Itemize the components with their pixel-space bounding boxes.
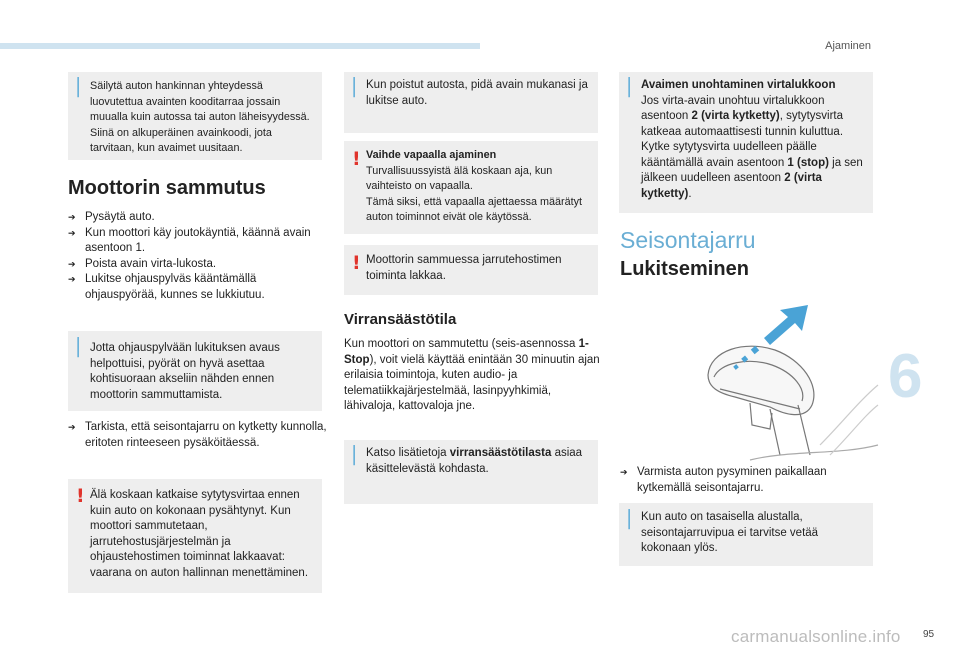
parking-step bbox=[68, 420, 328, 451]
info-text: Kun auto on tasaisella alustalla, seisontajarruvipua ei tarvitse vetää kokonaan ylös. bbox=[641, 511, 819, 554]
info-box-key-forgotten bbox=[619, 72, 873, 213]
text: Katso lisätietoja bbox=[366, 447, 450, 459]
warning-title: Vaihde vapaalla ajaminen bbox=[366, 149, 497, 161]
heading-engine-off: Moottorin sammutus bbox=[68, 177, 266, 199]
parking-brake-step bbox=[620, 465, 870, 496]
info-text bbox=[366, 446, 591, 477]
info-box-keys bbox=[68, 72, 322, 160]
handbrake-illustration bbox=[690, 305, 880, 465]
text-bold: virransäästötilasta bbox=[449, 447, 552, 459]
warning-box-brake bbox=[344, 245, 598, 295]
header-bar bbox=[0, 43, 480, 49]
watermark: carmanualsonline.info bbox=[731, 627, 901, 646]
warning-icon: ! bbox=[352, 252, 361, 274]
list-item: ➔ Kun moottori käy joutokäyntiä, käännä avain asentoon 1. bbox=[68, 226, 326, 257]
text: . bbox=[688, 187, 692, 200]
info-icon: │ bbox=[349, 78, 360, 98]
info-text bbox=[641, 78, 869, 202]
warning-box-ignition bbox=[68, 479, 322, 593]
economy-paragraph bbox=[344, 337, 604, 415]
info-box-more bbox=[344, 440, 598, 504]
section-title: Ajaminen bbox=[825, 40, 871, 52]
text-bold: 2 (virta kytketty) bbox=[641, 172, 822, 200]
warning-icon: ! bbox=[76, 485, 85, 507]
text: ), voit vielä käyttää enintään 30 minuutin ajan erilaisia toimintoja, kuten audio- ja telematiikkajärjestelmää, lasinpyyhkimiä, lähivaloja, kattovaloja jne. bbox=[344, 353, 600, 412]
info-text: Kun poistut autosta, pidä avain mukanasi ja lukitse auto. bbox=[366, 79, 588, 107]
heading-economy: Virransäästötila bbox=[344, 311, 457, 328]
section-parking-brake: Seisontajarru bbox=[620, 227, 756, 253]
info-box-steering bbox=[68, 331, 322, 411]
list-item: ➔ Tarkista, että seisontajarru on kytketty kunnolla, eritoten rinteeseen pysäköitäessä. bbox=[68, 420, 328, 451]
chapter-number: 6 bbox=[888, 342, 923, 411]
info-text: Jotta ohjauspylvään lukituksen avaus helpottuisi, pyörät on hyvä asettaa kohtisuoraan akseliin nähden ennen moottorin sammuttamista. bbox=[90, 342, 280, 401]
text-bold: 1-Stop bbox=[344, 338, 589, 366]
info-icon: │ bbox=[349, 446, 360, 466]
info-title: Avaimen unohtaminen virtalukkoon bbox=[641, 79, 836, 91]
list-item: ➔ Poista avain virta-lukosta. bbox=[68, 257, 326, 273]
list-item: ➔ Lukitse ohjauspylväs kääntämällä ohjauspyörää, kunnes se lukkiutuu. bbox=[68, 272, 326, 303]
text: Kun moottori on sammutettu (seis-asennossa bbox=[344, 338, 579, 350]
warning-line: Turvallisuussyistä älä koskaan aja, kun vaihteisto on vapaalla. bbox=[366, 164, 553, 192]
page-number: 95 bbox=[923, 629, 935, 640]
warning-icon: ! bbox=[352, 148, 361, 170]
warning-text bbox=[366, 148, 594, 226]
info-text: Säilytä auton hankinnan yhteydessä luovutettua avainten kooditarraa jossain muualla kuin autossa tai auton läheisyydessä. Siinä on alkuperäinen avainkoodi, jota tarvitaan, kun avaimet uusitaan. bbox=[90, 80, 310, 154]
info-icon: │ bbox=[624, 510, 635, 530]
warning-box-neutral bbox=[344, 141, 598, 234]
info-icon: │ bbox=[73, 78, 84, 98]
engine-off-steps bbox=[68, 210, 326, 303]
info-box-leave bbox=[344, 72, 598, 133]
warning-line: Tämä siksi, että vapaalla ajettaessa määrätyt auton toiminnot eivät ole käytössä. bbox=[366, 195, 583, 223]
text: , sytytysvirta katkeaa automaattisesti tunnin kuluttua. Kytke sytytysvirta uudelleen päälle kääntämällä avain asentoon bbox=[641, 110, 844, 169]
text-bold: 2 (virta kytketty) bbox=[691, 110, 780, 122]
info-icon: │ bbox=[624, 78, 635, 98]
warning-text: Moottorin sammuessa jarrutehostimen toiminta lakkaa. bbox=[366, 254, 562, 282]
info-icon: │ bbox=[73, 338, 84, 358]
text: ja sen jälkeen uudelleen asentoon bbox=[641, 156, 863, 184]
text: Jos virta-avain unohtuu virtalukkoon asentoon bbox=[641, 94, 825, 122]
info-box-flat bbox=[619, 503, 873, 566]
heading-locking: Lukitseminen bbox=[620, 258, 749, 280]
list-item: ➔ Varmista auton pysyminen paikallaan kytkemällä seisontajarru. bbox=[620, 465, 870, 496]
list-item: ➔ Pysäytä auto. bbox=[68, 210, 326, 226]
text-bold: 1 (stop) bbox=[787, 156, 829, 169]
warning-text: Älä koskaan katkaise sytytysvirtaa ennen kuin auto on kokonaan pysähtynyt. Kun moottori sammutetaan, jarrutehostusjärjestelmän ja ohjaustehostimen toiminnat lakkaavat: vaarana on auton hallinnan menettäminen. bbox=[90, 489, 309, 579]
text: asiaa käsittelevästä kohdasta. bbox=[366, 447, 583, 475]
